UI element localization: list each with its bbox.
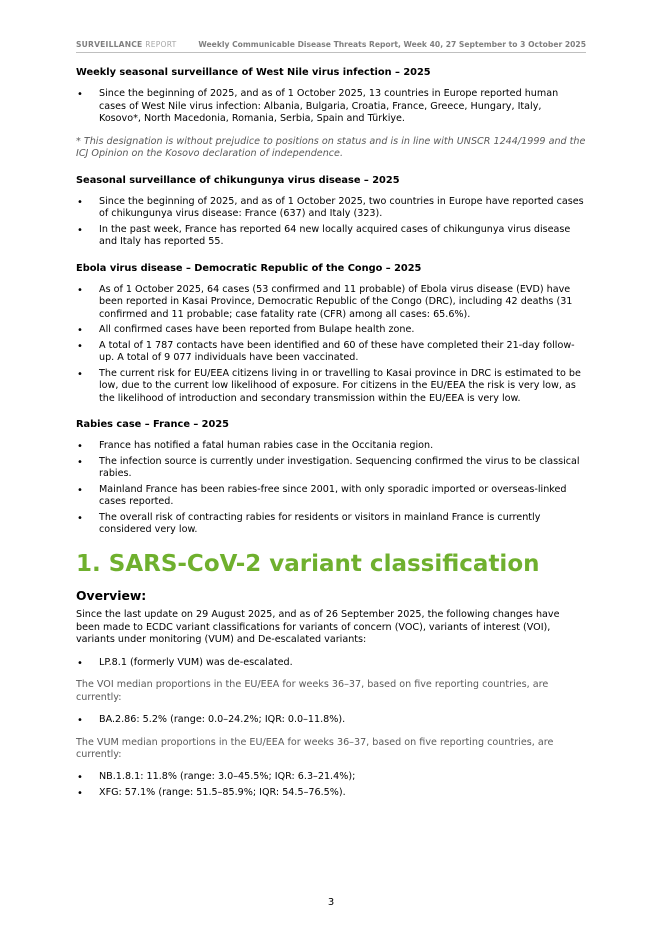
rabies-list — [76, 440, 586, 536]
list-item-text: As of 1 October 2025, 64 cases (53 confirmed and 11 probable) of Ebola virus disease (EVD) have been reported in Kasai Province, Democratic Republic of the Congo (DRC), including 42 deaths (31 confirmed and 11 probable; case fatality rate (CFR) among all cases: 65.6%). — [99, 283, 573, 320]
list-item — [76, 657, 586, 669]
list-item-text: France has notified a fatal human rabies case in the Occitania region. — [99, 440, 434, 452]
list-item-text: BA.2.86: 5.2% (range: 0.0–24.2%; IQR: 0.0–11.8%). — [99, 714, 346, 726]
changes-list — [76, 657, 586, 669]
kosovo-footnote: * This designation is without prejudice to positions on status and is in line with UNSCR 1244/1999 and the ICJ Opinion on the Kosovo declaration of independence. — [76, 135, 586, 160]
list-item — [76, 714, 586, 726]
list-item-text: NB.1.8.1: 11.8% (range: 3.0–45.5%; IQR: 6.3–21.4%); — [99, 771, 356, 783]
bullet-icon: • — [77, 456, 83, 468]
chapter-title: 1. SARS-CoV-2 variant classification — [76, 550, 540, 577]
bullet-icon: • — [77, 196, 83, 208]
voi-list — [76, 714, 586, 726]
list-item — [76, 456, 586, 481]
vum-intro: The VUM median proportions in the EU/EEA for weeks 36–37, based on five reporting countries, are currently: — [76, 736, 554, 760]
list-item-text: LP.8.1 (formerly VUM) was de-escalated. — [99, 656, 293, 668]
list-item-text: The infection source is currently under investigation. Sequencing confirmed the virus to be classical rabies. — [99, 455, 580, 480]
bullet-icon: • — [77, 772, 83, 784]
bullet-icon: • — [77, 441, 83, 453]
overview-heading: Overview: — [76, 588, 147, 604]
list-item — [76, 368, 586, 405]
bullet-icon: • — [77, 340, 83, 352]
running-header — [76, 40, 586, 53]
bullet-icon: • — [77, 787, 83, 799]
bullet-icon: • — [77, 512, 83, 524]
rabies-heading: Rabies case – France – 2025 — [76, 419, 229, 431]
wnv-list — [76, 88, 586, 125]
list-item — [76, 771, 586, 783]
list-item — [76, 440, 586, 452]
list-item-text: The overall risk of contracting rabies for residents or visitors in mainland France is currently considered very low. — [99, 511, 541, 536]
list-item — [76, 196, 586, 221]
wnv-heading: Weekly seasonal surveillance of West Nile virus infection – 2025 — [76, 67, 431, 78]
chik-list — [76, 196, 586, 249]
bullet-icon: • — [77, 484, 83, 496]
header-label — [76, 40, 177, 49]
vum-list — [76, 771, 586, 799]
header-report: REPORT — [145, 40, 177, 49]
bullet-icon: • — [77, 368, 83, 380]
list-item — [76, 340, 586, 365]
list-item-text: XFG: 57.1% (range: 51.5–85.9%; IQR: 54.5–76.5%). — [99, 786, 346, 798]
bullet-icon: • — [77, 224, 83, 236]
list-item — [76, 324, 586, 336]
header-surveillance: SURVEILLANCE — [76, 40, 143, 49]
overview-intro: Since the last update on 29 August 2025, and as of 26 September 2025, the following changes have been made to ECDC variant classifications for variants of concern (VOC), variants of interest (VOI), variants under monitoring (VUM) and De-escalated variants: — [76, 609, 560, 646]
bullet-icon: • — [77, 89, 83, 101]
bullet-icon: • — [77, 325, 83, 337]
list-item-text: Since the beginning of 2025, and as of 1 October 2025, 13 countries in Europe reported human cases of West Nile virus infection: Albania, Bulgaria, Croatia, France, Greece, Hungary, Italy, Kosovo*, North Macedonia, Romania, Serbia, Spain and Türkiye. — [99, 88, 559, 125]
list-item — [76, 88, 586, 125]
list-item — [76, 484, 586, 509]
list-item-text: The current risk for EU/EEA citizens living in or travelling to Kasai province in DRC is estimated to be low, due to the current low likelihood of exposure. For citizens in the EU/EEA the risk is very low, as the likelihood of introduction and secondary transmission within the EU/EEA is very low. — [99, 367, 581, 404]
page-number: 3 — [327, 897, 335, 908]
list-item-text: In the past week, France has reported 64 new locally acquired cases of chikungunya virus disease and Italy has reported 55. — [99, 223, 571, 248]
voi-intro: The VOI median proportions in the EU/EEA for weeks 36–37, based on five reporting countries, are currently: — [76, 679, 549, 703]
chik-heading: Seasonal surveillance of chikungunya virus disease – 2025 — [76, 174, 400, 186]
ebola-heading: Ebola virus disease – Democratic Republic of the Congo – 2025 — [76, 262, 422, 274]
list-item — [76, 512, 586, 537]
list-item-text: All confirmed cases have been reported from Bulape health zone. — [99, 324, 415, 336]
list-item-text: Since the beginning of 2025, and as of 1 October 2025, two countries in Europe have reported cases of chikungunya virus disease: France (637) and Italy (323). — [99, 195, 584, 220]
ebola-list — [76, 284, 586, 405]
page-content — [76, 40, 586, 802]
bullet-icon: • — [77, 657, 83, 669]
bullet-icon: • — [77, 715, 83, 727]
list-item-text: Mainland France has been rabies-free since 2001, with only sporadic imported or overseas-linked cases reported. — [99, 483, 567, 508]
list-item — [76, 787, 586, 799]
list-item-text: A total of 1 787 contacts have been identified and 60 of these have completed their 21-day follow-up. A total of 9 077 individuals have been vaccinated. — [99, 339, 575, 364]
list-item — [76, 224, 586, 249]
bullet-icon: • — [77, 284, 83, 296]
list-item — [76, 284, 586, 321]
header-title: Weekly Communicable Disease Threats Report, Week 40, 27 September to 3 October 2025 — [198, 40, 586, 49]
